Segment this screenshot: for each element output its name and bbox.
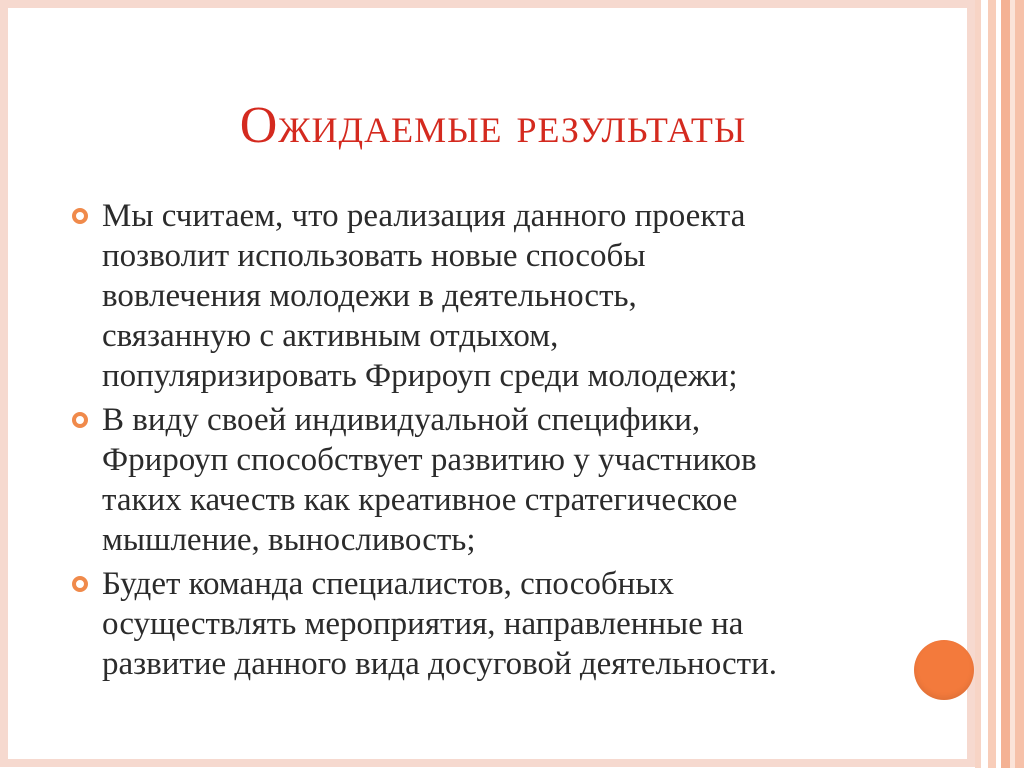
bullet-line: развитие данного вида досуговой деятельности. [102,646,778,682]
bullet-line: осуществлять мероприятия, направленные на [102,606,744,642]
bullet-line: вовлечения молодежи в деятельность, [102,278,637,314]
bullet-ring-icon [72,208,88,224]
bullet-line: таких качеств как креативное стратегическое [102,482,738,518]
bullet-line: позволит использовать новые способы [102,238,646,274]
bullet-item [70,400,890,560]
bullet-item [70,196,890,396]
bullet-list [70,196,890,688]
bullet-ring-icon [72,576,88,592]
bullet-line: В виду своей индивидуальной специфики, [102,402,701,438]
decorative-stripe [1015,0,1024,768]
decorative-stripe [988,0,996,768]
slide-title: Ожидаемые результаты [239,97,747,154]
bullet-line: Будет команда специалистов, способных [102,566,674,602]
bullet-line: мышление, выносливость; [102,522,476,558]
decorative-stripe [1001,0,1010,768]
decorative-stripe [981,0,988,768]
bullet-line: связанную с активным отдыхом, [102,318,559,354]
bullet-ring-icon [72,412,88,428]
bullet-item [70,564,890,684]
bullet-line: Мы считаем, что реализация данного проекта [102,198,746,234]
bullet-line: Фрироуп способствует развитию у участников [102,442,757,478]
bullet-line: популяризировать Фрироуп среди молодежи; [102,358,738,394]
decorative-circle-icon [914,640,974,700]
